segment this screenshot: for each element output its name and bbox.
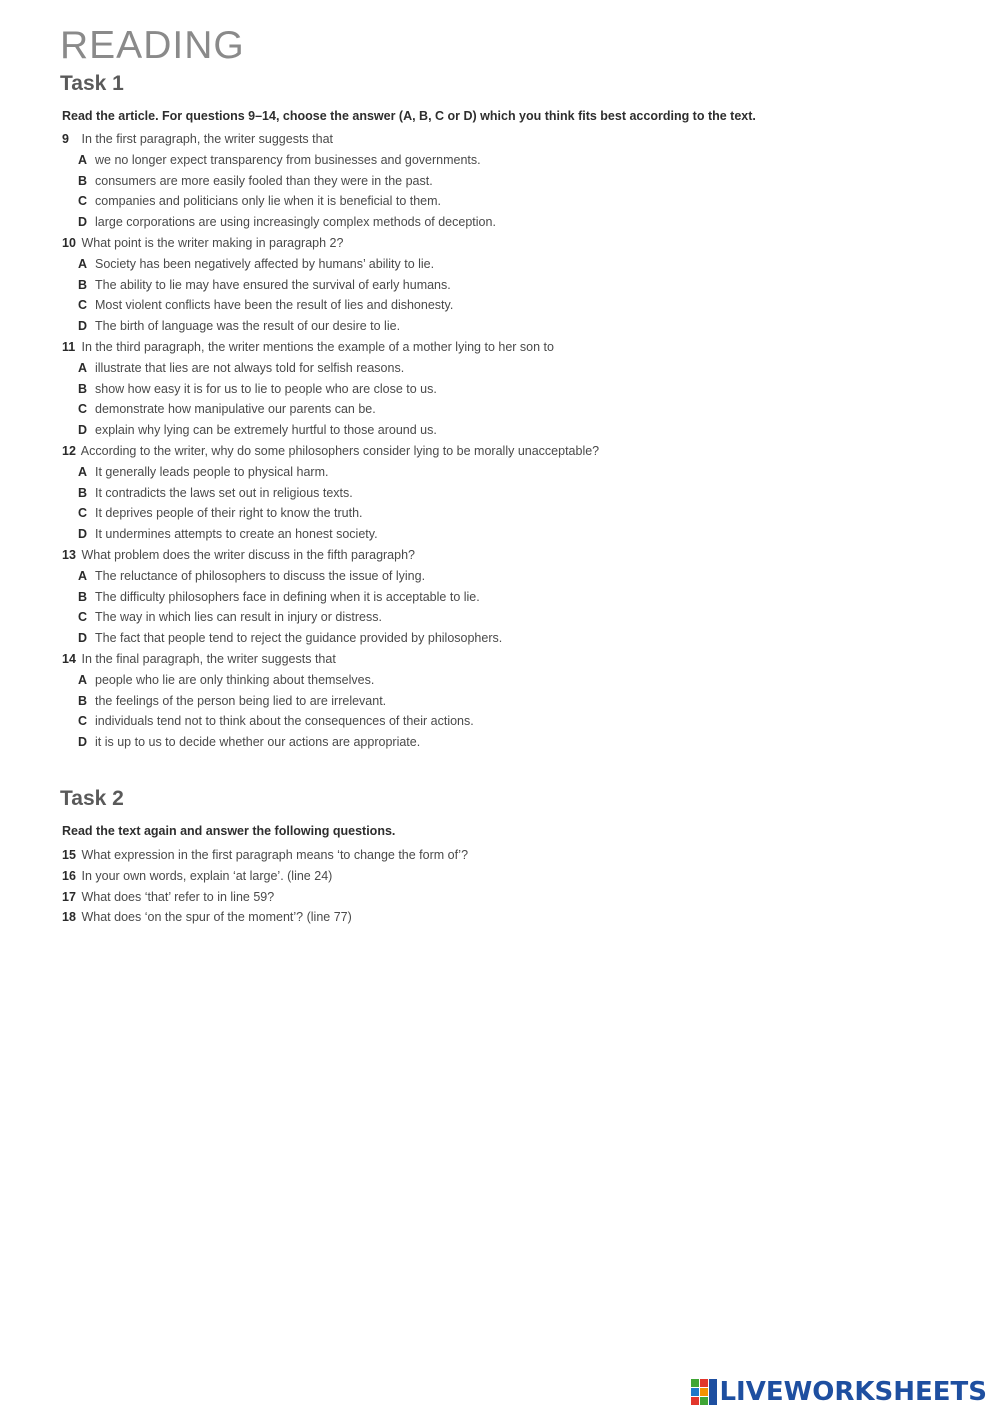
option-letter: D (78, 527, 88, 542)
question-number: 14 (62, 651, 76, 666)
question-item (62, 887, 942, 908)
answer-option[interactable] (62, 212, 942, 233)
page-title: READING (60, 24, 245, 67)
question-number: 13 (62, 547, 76, 562)
option-letter: D (78, 423, 88, 438)
question-item (62, 337, 942, 441)
option-text: The ability to lie may have ensured the survival of early humans. (95, 277, 451, 292)
option-text: individuals tend not to think about the consequences of their actions. (95, 714, 474, 729)
option-text: we no longer expect transparency from businesses and governments. (95, 152, 481, 167)
option-text: people who lie are only thinking about themselves. (95, 672, 375, 687)
option-letter: B (78, 381, 88, 396)
answer-option[interactable] (62, 420, 942, 441)
option-text: The fact that people tend to reject the guidance provided by philosophers. (95, 631, 503, 646)
question-item (62, 649, 942, 753)
answer-option[interactable] (62, 358, 942, 379)
question-item (62, 545, 942, 649)
option-letter: C (78, 506, 88, 521)
option-text: The reluctance of philosophers to discuss the issue of lying. (95, 568, 426, 583)
option-text: It generally leads people to physical harm. (95, 464, 329, 479)
question-text: What point is the writer making in paragraph 2? (81, 235, 344, 250)
option-letter: B (78, 589, 88, 604)
option-text: consumers are more easily fooled than they were in the past. (95, 173, 433, 188)
option-letter: A (78, 568, 88, 583)
question-number: 11 (62, 339, 76, 354)
question-item (62, 129, 942, 233)
option-text: It contradicts the laws set out in religious texts. (95, 485, 353, 500)
option-letter: D (78, 735, 88, 750)
option-letter: B (78, 693, 88, 708)
option-text: it is up to us to decide whether our actions are appropriate. (95, 735, 421, 750)
answer-option[interactable] (62, 483, 942, 504)
question-number: 17 (62, 889, 76, 904)
option-text: illustrate that lies are not always told for selfish reasons. (95, 360, 405, 375)
option-letter: C (78, 402, 88, 417)
option-letter: B (78, 277, 88, 292)
option-text: It undermines attempts to create an honest society. (95, 527, 378, 542)
option-letter: A (78, 360, 88, 375)
question-text: What does ‘that’ refer to in line 59? (81, 889, 275, 904)
question-stem (62, 129, 942, 150)
liveworksheets-logo-text: LIVEWORKSHEETS (719, 1377, 987, 1407)
question-item (62, 233, 942, 337)
option-letter: C (78, 298, 88, 313)
question-number: 9 (62, 132, 69, 146)
option-text: show how easy it is for us to lie to people who are close to us. (95, 381, 437, 396)
option-text: It deprives people of their right to know the truth. (95, 506, 363, 521)
answer-option[interactable] (62, 399, 942, 420)
question-text: In the final paragraph, the writer suggests that (81, 651, 336, 666)
answer-option[interactable] (62, 462, 942, 483)
answer-option[interactable] (62, 191, 942, 212)
question-stem (62, 649, 942, 670)
answer-option[interactable] (62, 691, 942, 712)
option-letter: B (78, 485, 88, 500)
liveworksheets-grid-icon (691, 1379, 717, 1405)
answer-option[interactable] (62, 607, 942, 628)
option-letter: A (78, 152, 88, 167)
option-text: explain why lying can be extremely hurtful to those around us. (95, 423, 437, 438)
answer-option[interactable] (62, 295, 942, 316)
liveworksheets-logo[interactable] (691, 1375, 987, 1409)
answer-option[interactable] (62, 587, 942, 608)
option-text: demonstrate how manipulative our parents can be. (95, 402, 376, 417)
answer-option[interactable] (62, 524, 942, 545)
answer-option[interactable] (62, 566, 942, 587)
task2-heading: Task 2 (60, 787, 124, 810)
question-text: In the first paragraph, the writer suggests that (81, 132, 334, 146)
answer-option[interactable] (62, 732, 942, 753)
question-text: In the third paragraph, the writer mentions the example of a mother lying to her son to (81, 339, 554, 354)
question-stem (62, 441, 942, 462)
answer-option[interactable] (62, 316, 942, 337)
question-text: According to the writer, why do some philosophers consider lying to be morally unacceptable? (80, 443, 600, 458)
question-text: In your own words, explain ‘at large’. (line 24) (81, 868, 333, 883)
option-letter: A (78, 672, 88, 687)
question-number: 18 (62, 910, 76, 925)
option-letter: C (78, 610, 88, 625)
answer-option[interactable] (62, 379, 942, 400)
task2-instruction: Read the text again and answer the following questions. (62, 824, 396, 838)
option-text: The birth of language was the result of our desire to lie. (95, 319, 401, 334)
option-text: companies and politicians only lie when it is beneficial to them. (95, 194, 442, 209)
option-letter: C (78, 714, 88, 729)
question-stem (62, 233, 942, 254)
option-letter: A (78, 464, 88, 479)
question-text: What does ‘on the spur of the moment’? (line 77) (81, 910, 352, 925)
option-text: The difficulty philosophers face in defining when it is acceptable to lie. (95, 589, 480, 604)
answer-option[interactable] (62, 254, 942, 275)
question-number: 16 (62, 868, 76, 883)
question-item (62, 866, 942, 887)
answer-option[interactable] (62, 670, 942, 691)
answer-option[interactable] (62, 628, 942, 649)
option-text: Most violent conflicts have been the result of lies and dishonesty. (95, 298, 454, 313)
option-letter: A (78, 256, 88, 271)
task1-instruction: Read the article. For questions 9–14, choose the answer (A, B, C or D) which you think fits best according to the text. (62, 109, 756, 123)
answer-option[interactable] (62, 275, 942, 296)
option-text: large corporations are using increasingly complex methods of deception. (95, 215, 496, 230)
question-stem (62, 545, 942, 566)
question-number: 15 (62, 848, 76, 862)
option-letter: D (78, 215, 88, 230)
question-number: 10 (62, 235, 76, 250)
option-text: The way in which lies can result in injury or distress. (95, 610, 382, 625)
question-text: What problem does the writer discuss in the fifth paragraph? (81, 547, 415, 562)
option-text: Society has been negatively affected by humans’ ability to lie. (95, 256, 435, 271)
task2-question-list (62, 845, 942, 928)
question-item (62, 845, 942, 866)
answer-option[interactable] (62, 171, 942, 192)
task1-question-list (62, 129, 942, 753)
option-letter: B (78, 173, 88, 188)
question-text: What expression in the first paragraph means ‘to change the form of’? (81, 848, 469, 862)
question-item (62, 907, 942, 928)
answer-option[interactable] (62, 150, 942, 171)
option-letter: D (78, 319, 88, 334)
question-stem (62, 337, 942, 358)
option-letter: D (78, 631, 88, 646)
answer-option[interactable] (62, 503, 942, 524)
option-letter: C (78, 194, 88, 209)
task1-heading: Task 1 (60, 72, 124, 95)
question-item (62, 441, 942, 545)
answer-option[interactable] (62, 711, 942, 732)
option-text: the feelings of the person being lied to are irrelevant. (95, 693, 387, 708)
question-number: 12 (62, 443, 76, 458)
